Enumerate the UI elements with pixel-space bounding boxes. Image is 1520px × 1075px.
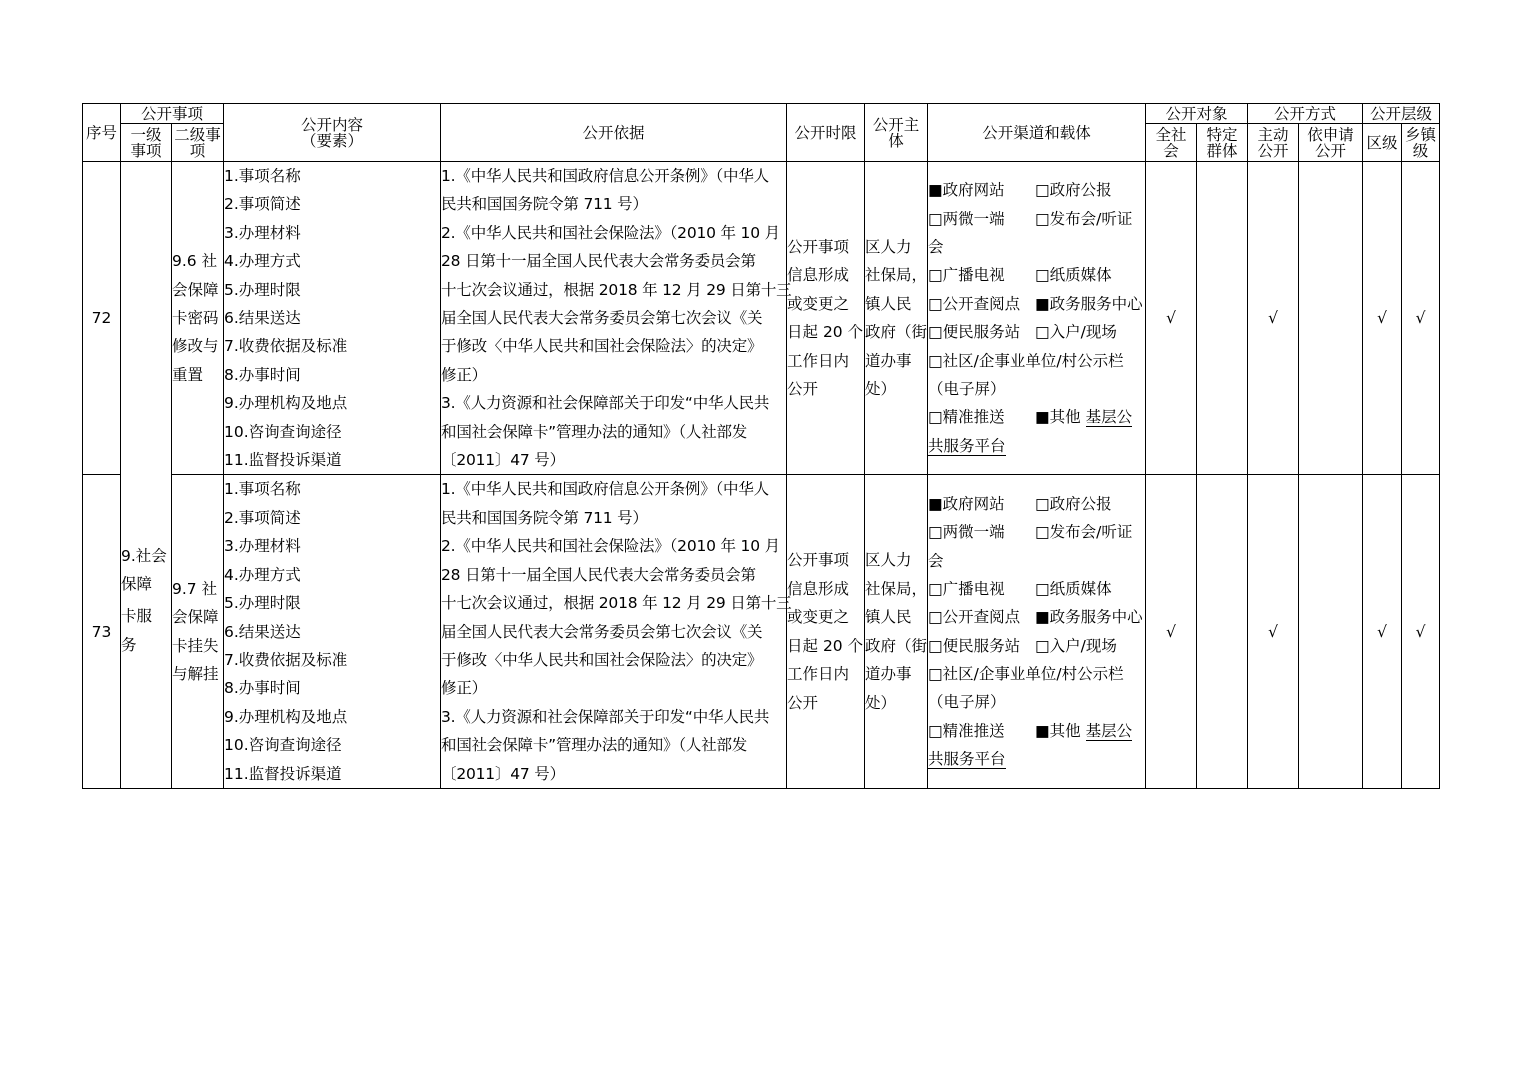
list-item: 11.监督投诉渠道 [224, 451, 342, 470]
channel-option: □入户/现场 [1035, 323, 1117, 342]
header-item-l1: 一级 事项 [121, 124, 172, 162]
list-item: 5.办理时限 [224, 594, 301, 613]
channel-option: □广播电视 [928, 579, 1005, 598]
channel-option: □便民服务站 [928, 636, 1021, 655]
list-item: 1.事项名称 [224, 480, 301, 499]
table-row [83, 162, 1440, 475]
channel-option: ■其他 基层公 [1035, 721, 1133, 740]
list-item: 2.事项简述 [224, 508, 301, 527]
channel-option: ■政府网站 [928, 494, 1005, 513]
list-item: 3.办理材料 [224, 537, 301, 556]
row-item-l2: 9.7 社 会保障 卡挂失 与解挂 [172, 475, 224, 788]
check-level-district: √ [1363, 475, 1402, 788]
row-subject: 区人力 社保局， 镇人民 政府（街 道办事 处） [865, 475, 928, 788]
row-channels: ■政府网站 □政府公报 □两微一端 □发布会/听证 会 □广播电视 □纸质媒体 □公开查阅点 ■政务服务中心 □便民服务站 □入户/现场 □社区/企事业单位/村公示栏 （电子屏） □精准推送 ■其他 基层公 共服务平台 [928, 475, 1146, 788]
header-level-group: 公开层级 [1363, 104, 1440, 124]
list-item: 9.办理机构及地点 [224, 394, 348, 413]
check-level-district: √ [1363, 162, 1402, 475]
row-content-list [224, 162, 441, 475]
row-basis: 1.《中华人民共和国政府信息公开条例》（中华人 民共和国国务院令第 711 号） 2.《中华人民共和国社会保险法》（2010 年 10 月 28 日第十一届全国人民代表大会常务委员会第 十七次会议通过，根据 2018 年 12 月 29 日第十三 届全国人民代表大会常务委员会第七次会议《关 于修改〈中华人民共和国社会保险法〉的决定》 修正） 3.《人力资源和社会保障部关于印发“中华人民共 和国社会保障卡”管理办法的通知》（人社部发 〔2011〕47 号） [441, 162, 787, 475]
channel-option: □精准推送 [928, 408, 1005, 427]
channel-option: □发布会/听证 [1035, 209, 1133, 228]
channel-option: □政府公报 [1035, 181, 1112, 200]
channel-option: □社区/企事业单位/村公示栏 [928, 351, 1124, 370]
channel-option: □精准推送 [928, 721, 1005, 740]
channel-option: □便民服务站 [928, 323, 1021, 342]
list-item: 3.办理材料 [224, 223, 301, 242]
list-item: 8.办事时间 [224, 365, 301, 384]
row-seq: 72 [83, 162, 121, 475]
other-channel-text: 共服务平台 [928, 436, 1006, 455]
row-item-l2: 9.6 社 会保障 卡密码 修改与 重置 [172, 162, 224, 475]
list-item: 5.办理时限 [224, 280, 301, 299]
list-item: 6.结果送达 [224, 309, 301, 328]
list-item: 1.事项名称 [224, 167, 301, 185]
header-content: 公开内容 （要素） [224, 104, 441, 162]
channel-option: □政府公报 [1035, 494, 1112, 513]
list-item: 10.咨询查询途径 [224, 422, 342, 441]
row-content-list [224, 475, 441, 788]
channel-option: □纸质媒体 [1035, 579, 1112, 598]
other-channel-text: 基层公 [1085, 721, 1133, 740]
channel-option: □发布会/听证 [1035, 523, 1133, 542]
check-audience-specific [1197, 475, 1248, 788]
level1-item: 9.社会 保障 卡服 务 [121, 546, 167, 654]
channel-option: □两微一端 [928, 523, 1005, 542]
header-item-l2: 二级事 项 [172, 124, 224, 162]
channel-option: □入户/现场 [1035, 636, 1117, 655]
list-item: 8.办事时间 [224, 679, 301, 698]
row-subject: 区人力 社保局， 镇人民 政府（街 道办事 处） [865, 162, 928, 475]
header-audience-all: 全社 会 [1146, 124, 1197, 162]
list-item: 6.结果送达 [224, 622, 301, 641]
channel-option: □社区/企事业单位/村公示栏 [928, 665, 1124, 684]
check-method-request [1299, 162, 1363, 475]
header-channel: 公开渠道和载体 [928, 104, 1146, 162]
list-item: 2.事项简述 [224, 195, 301, 214]
channel-option: □公开查阅点 [928, 294, 1021, 313]
channel-option: ■政务服务中心 [1035, 608, 1143, 627]
check-method-active: √ [1248, 162, 1299, 475]
list-item: 7.收费依据及标准 [224, 650, 348, 669]
other-channel-text: 基层公 [1085, 408, 1133, 427]
header-time: 公开时限 [787, 104, 865, 162]
check-level-town: √ [1402, 475, 1440, 788]
other-channel-text: 共服务平台 [928, 750, 1006, 769]
row-seq: 73 [83, 475, 121, 788]
channel-option: ■政府网站 [928, 181, 1005, 200]
header-level-town: 乡镇 级 [1402, 124, 1440, 162]
channel-option: ■其他 基层公 [1035, 408, 1133, 427]
check-method-request [1299, 475, 1363, 788]
channel-option: ■政务服务中心 [1035, 294, 1143, 313]
row-time: 公开事项 信息形成 或变更之 日起 20 个 工作日内 公开 [787, 162, 865, 475]
list-item: 9.办理机构及地点 [224, 707, 348, 726]
list-item: 10.咨询查询途径 [224, 736, 342, 755]
table-row [83, 475, 1440, 788]
header-audience-group: 公开对象 [1146, 104, 1248, 124]
list-item: 7.收费依据及标准 [224, 337, 348, 356]
channel-option: □公开查阅点 [928, 608, 1021, 627]
header-seq: 序号 [83, 104, 121, 162]
channel-option: □两微一端 [928, 209, 1005, 228]
header-item-group: 公开事项 [121, 104, 224, 124]
channel-option: □纸质媒体 [1035, 266, 1112, 285]
disclosure-table [82, 103, 1440, 789]
list-item: 4.办理方式 [224, 252, 301, 271]
list-item: 4.办理方式 [224, 565, 301, 584]
header-method-request: 依申请 公开 [1299, 124, 1363, 162]
check-audience-specific [1197, 162, 1248, 475]
row-basis: 1.《中华人民共和国政府信息公开条例》（中华人 民共和国国务院令第 711 号） 2.《中华人民共和国社会保险法》（2010 年 10 月 28 日第十一届全国人民代表大会常务委员会第 十七次会议通过，根据 2018 年 12 月 29 日第十三 届全国人民代表大会常务委员会第七次会议《关 于修改〈中华人民共和国社会保险法〉的决定》 修正） 3.《人力资源和社会保障部关于印发“中华人民共 和国社会保障卡”管理办法的通知》（人社部发 〔2011〕47 号） [441, 475, 787, 788]
row-time: 公开事项 信息形成 或变更之 日起 20 个 工作日内 公开 [787, 475, 865, 788]
check-audience-all: √ [1146, 475, 1197, 788]
channel-option: □广播电视 [928, 266, 1005, 285]
header-method-active: 主动 公开 [1248, 124, 1299, 162]
row-channels: ■政府网站 □政府公报 □两微一端 □发布会/听证 会 □广播电视 □纸质媒体 □公开查阅点 ■政务服务中心 □便民服务站 □入户/现场 □社区/企事业单位/村公示栏 （电子屏） □精准推送 ■其他 基层公 共服务平台 [928, 162, 1146, 475]
list-item: 11.监督投诉渠道 [224, 764, 342, 783]
check-method-active: √ [1248, 475, 1299, 788]
check-level-town: √ [1402, 162, 1440, 475]
header-basis: 公开依据 [441, 104, 787, 162]
header-audience-specific: 特定 群体 [1197, 124, 1248, 162]
header-method-group: 公开方式 [1248, 104, 1363, 124]
header-subject: 公开主 体 [865, 104, 928, 162]
check-audience-all: √ [1146, 162, 1197, 475]
level1-item-cell [121, 162, 172, 789]
header-level-district: 区级 [1363, 124, 1402, 162]
